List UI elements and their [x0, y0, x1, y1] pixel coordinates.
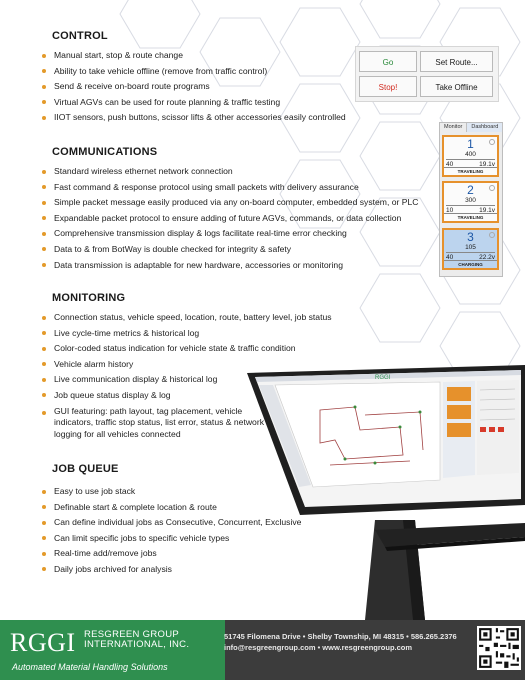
list-item: Ability to take vehicle offline (remove from traffic control) — [40, 64, 346, 80]
vehicle-speed: 40 — [446, 161, 454, 168]
company-name-line1: RESGREEN GROUP — [84, 629, 179, 640]
company-name — [84, 630, 189, 650]
vehicle-monitor-panel — [439, 122, 503, 277]
section-title-control: CONTROL — [52, 30, 108, 42]
vehicle-value: 400 — [465, 151, 476, 158]
list-item: Can define individual jobs as Consecutive, Concurrent, Exclusive — [40, 515, 301, 531]
list-item: GUI featuring: path layout, tag placement, vehicle indicators, traffic stop status, list error, status & network logging for all vehicles connected — [40, 406, 274, 441]
section-title-job-queue: JOB QUEUE — [52, 463, 119, 475]
communications-list — [40, 164, 418, 273]
company-logo: RGGI — [10, 628, 76, 657]
company-tagline: Automated Material Handling Solutions — [12, 662, 168, 672]
list-item: Daily jobs archived for analysis — [40, 562, 301, 578]
vehicle-status: CHARGING — [444, 260, 497, 268]
take-offline-button[interactable]: Take Offline — [420, 76, 493, 97]
status-dot-icon — [489, 139, 495, 145]
footer — [0, 620, 525, 680]
list-item: Virtual AGVs can be used for route planning & traffic testing — [40, 95, 346, 111]
list-item: Live cycle-time metrics & historical log — [40, 326, 332, 342]
list-item: Real-time add/remove jobs — [40, 546, 301, 562]
list-item: Manual start, stop & route change — [40, 48, 346, 64]
tab-dashboard[interactable]: Dashboard — [467, 123, 503, 132]
list-item: Comprehensive transmission display & logs facilitate real-time error checking — [40, 226, 418, 242]
vehicle-id: 2 — [467, 183, 474, 197]
vehicle-id: 1 — [467, 137, 474, 151]
list-item: Simple packet message easily produced via any on-board computer, embedded system, or PLC — [40, 195, 418, 211]
company-name-line2: INTERNATIONAL, INC. — [84, 639, 190, 650]
screen-logo: RGGI — [375, 375, 391, 381]
vehicle-card[interactable] — [442, 228, 499, 270]
kiosk-terminal-illustration — [225, 355, 525, 620]
vehicle-control-panel — [355, 46, 499, 102]
list-item: Send & receive on-board route programs — [40, 79, 346, 95]
status-dot-icon — [489, 232, 495, 238]
vehicle-id: 3 — [467, 230, 474, 244]
set-route-button[interactable]: Set Route... — [420, 51, 493, 72]
logo-band — [0, 620, 225, 680]
vehicle-battery: 19.1v — [479, 161, 495, 168]
section-title-communications: COMMUNICATIONS — [52, 146, 158, 158]
vehicle-battery: 19.1v — [479, 207, 495, 214]
list-item: IIOT sensors, push buttons, scissor lifts & other accessories easily controlled — [40, 110, 346, 126]
section-title-monitoring: MONITORING — [52, 292, 126, 304]
control-list — [40, 48, 346, 126]
list-item: Job queue status display & log — [40, 388, 332, 404]
vehicle-value: 300 — [465, 197, 476, 204]
go-button[interactable]: Go — [359, 51, 417, 72]
list-item: Easy to use job stack — [40, 484, 301, 500]
list-item: Standard wireless ethernet network connection — [40, 164, 418, 180]
list-item: Can limit specific jobs to specific vehicle types — [40, 531, 301, 547]
company-address: 51745 Filomena Drive • Shelby Township, MI 48315 • 586.265.2376 — [224, 632, 457, 641]
list-item: Data transmission is adaptable for new hardware, accessories or monitoring — [40, 258, 418, 274]
vehicle-card[interactable] — [442, 181, 499, 223]
vehicle-speed: 10 — [446, 207, 454, 214]
list-item: Live communication display & historical log — [40, 372, 332, 388]
vehicle-value: 105 — [465, 244, 476, 251]
tab-monitor[interactable]: Monitor — [440, 123, 467, 132]
list-item: Expandable packet protocol to ensure adding of future AGVs, commands, or data collection — [40, 211, 418, 227]
list-item: Data to & from BotWay is double checked for integrity & safety — [40, 242, 418, 258]
vehicle-status: TRAVELING — [444, 213, 497, 221]
list-item: Definable start & complete location & route — [40, 500, 301, 516]
vehicle-battery: 22.2v — [479, 254, 495, 261]
list-item: Connection status, vehicle speed, location, route, battery level, job status — [40, 310, 332, 326]
list-item: Vehicle alarm history — [40, 357, 332, 373]
qr-code-icon[interactable] — [477, 626, 521, 670]
company-contact[interactable]: info@resgreengroup.com • www.resgreengroup.com — [224, 643, 413, 652]
stop-button[interactable]: Stop! — [359, 76, 417, 97]
vehicle-status: TRAVELING — [444, 167, 497, 175]
list-item: Fast command & response protocol using small packets with delivery assurance — [40, 180, 418, 196]
status-dot-icon — [489, 185, 495, 191]
vehicle-card[interactable] — [442, 135, 499, 177]
list-item: Color-coded status indication for vehicle state & traffic condition — [40, 341, 332, 357]
vehicle-speed: 40 — [446, 254, 454, 261]
vehicle-panel-tabs — [440, 123, 502, 132]
